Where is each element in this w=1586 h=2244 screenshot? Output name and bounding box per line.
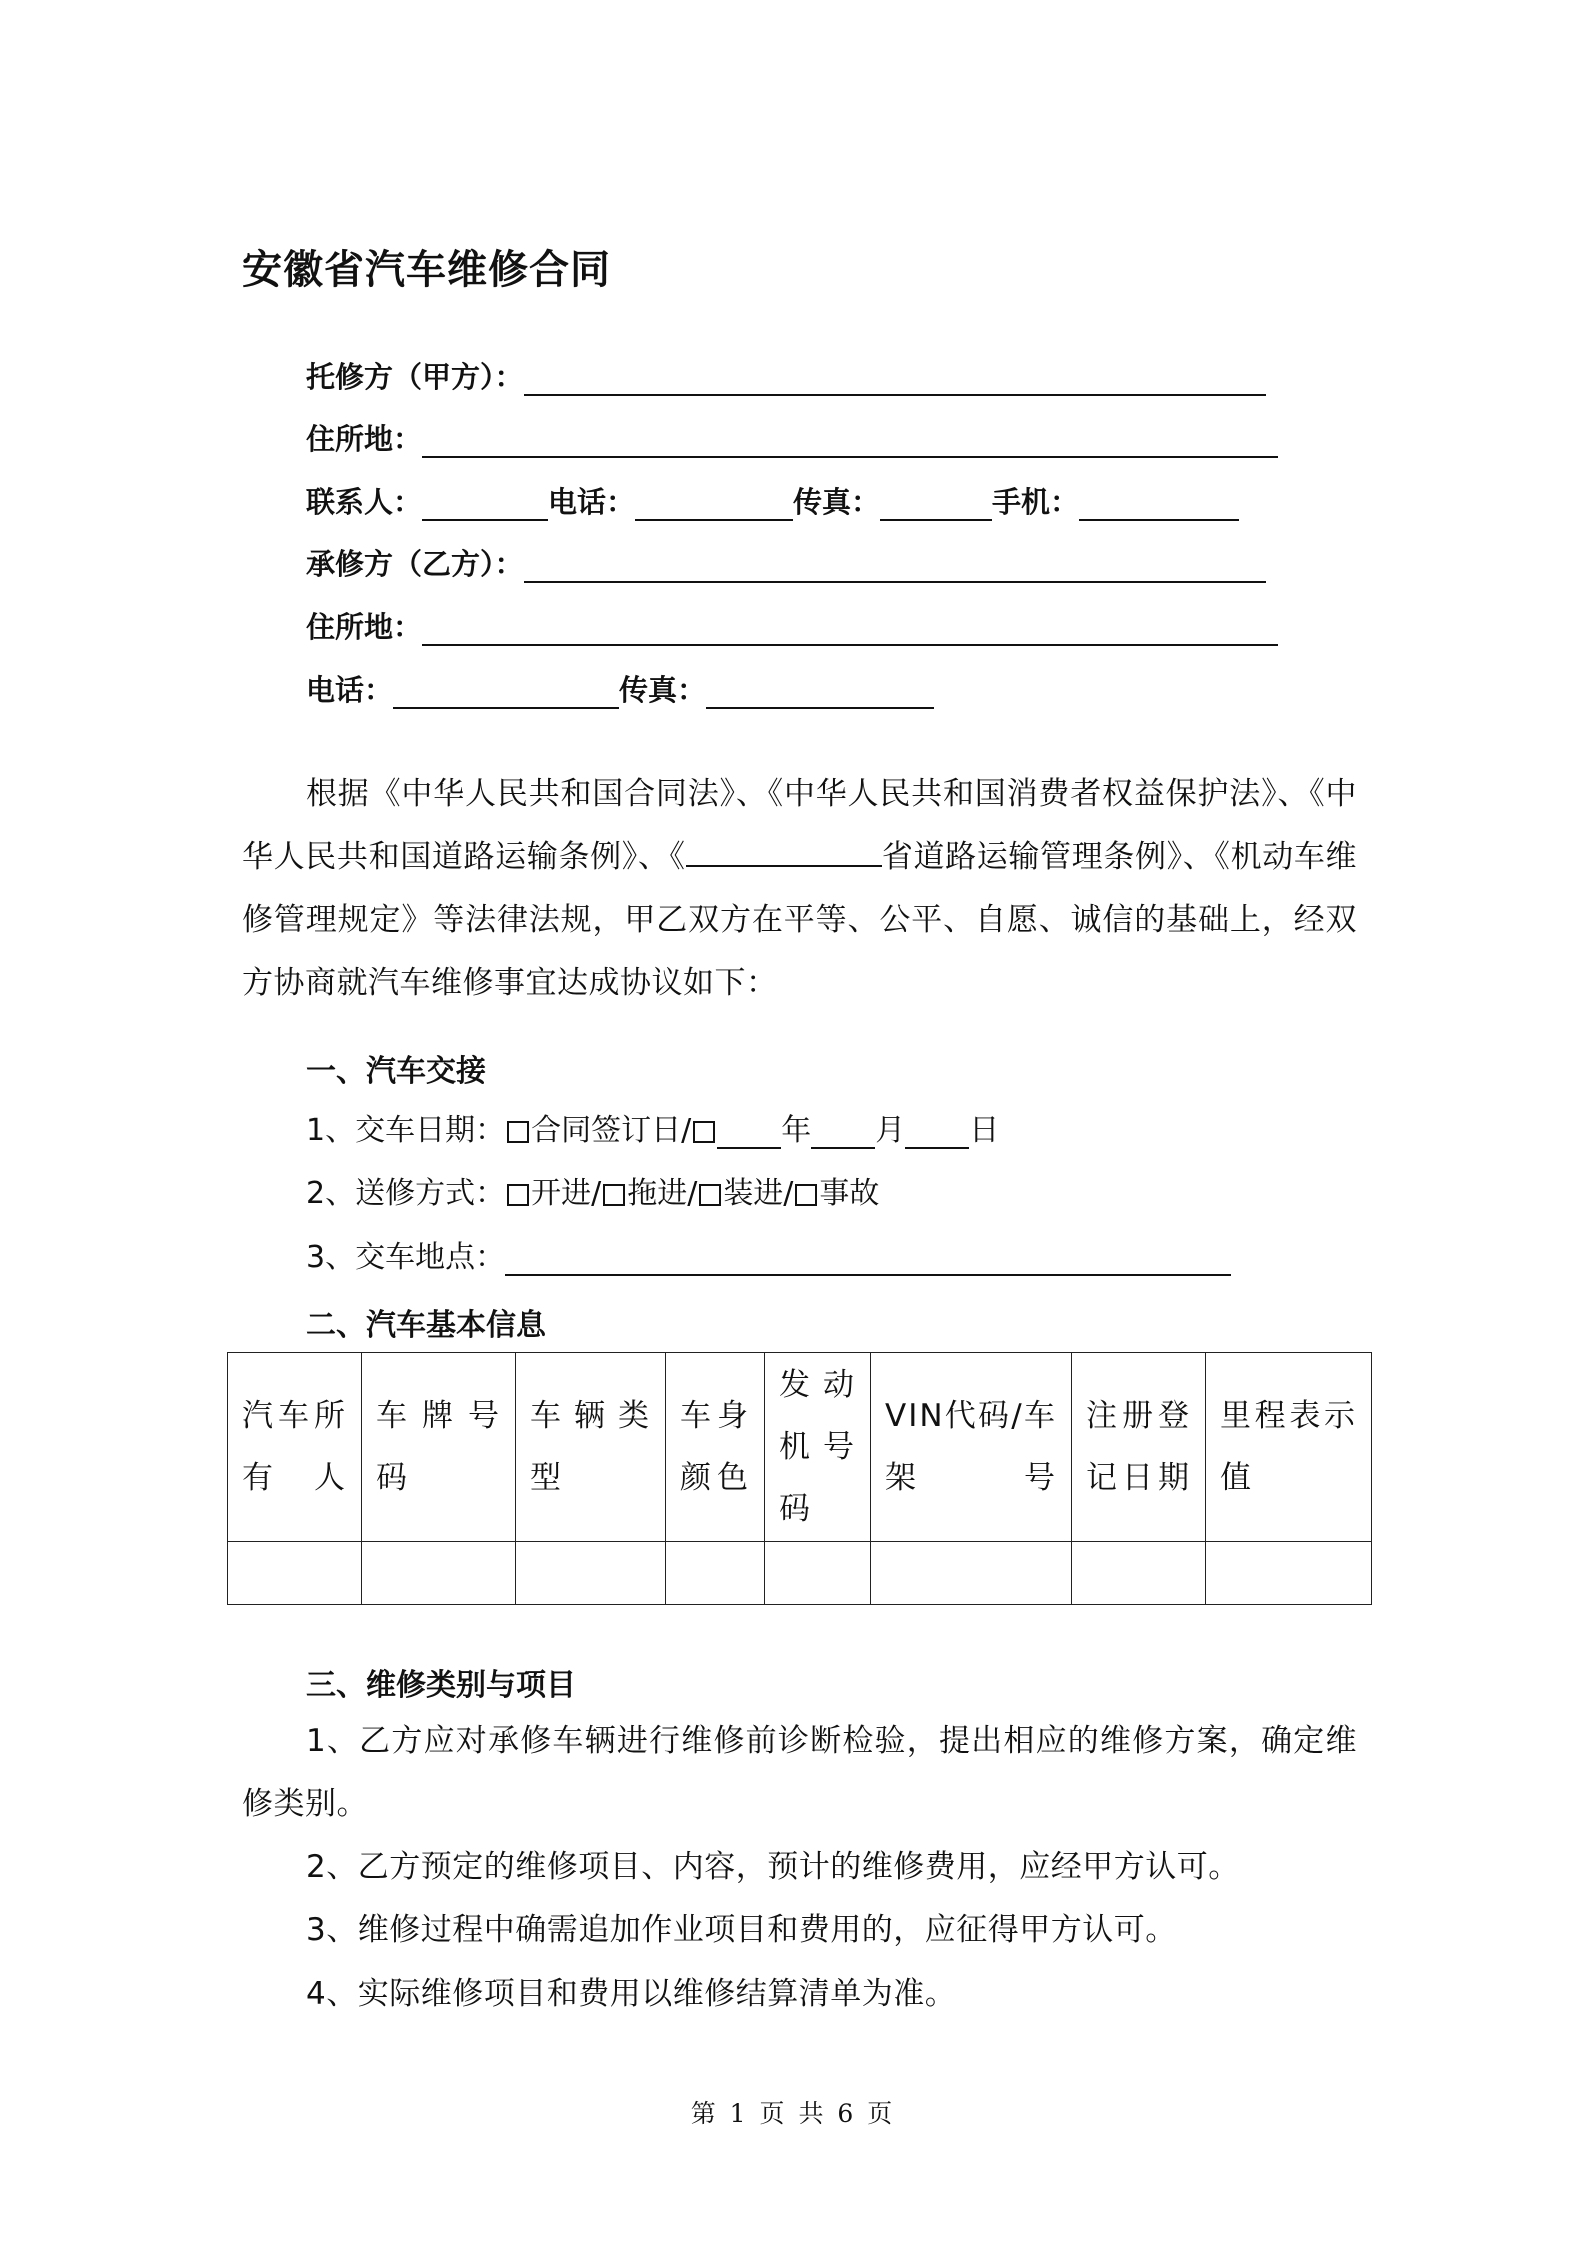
checkbox-accident[interactable] <box>795 1184 817 1206</box>
address-label: 住所地： <box>306 422 423 456</box>
table-cell[interactable] <box>362 1542 516 1605</box>
contact-row <box>306 477 1306 521</box>
delivery-date-row <box>306 1105 999 1149</box>
delivery-date-label: 1、交车日期： <box>306 1113 506 1148</box>
table-cell[interactable] <box>765 1542 871 1605</box>
section3-heading: 三、维修类别与项目 <box>306 1668 576 1703</box>
table-cell[interactable] <box>666 1542 765 1605</box>
column-header: 里程表示值 <box>1206 1353 1372 1542</box>
contact-label: 联系人： <box>306 485 423 519</box>
column-header: 车牌号码 <box>362 1353 516 1542</box>
contact-field[interactable] <box>422 485 548 521</box>
address-row <box>306 414 1306 458</box>
client-row <box>306 352 1306 396</box>
column-header: VIN代码/车架号 <box>871 1353 1072 1542</box>
mobile-label: 手机： <box>992 485 1080 519</box>
page-number: 第 1 页 共 6 页 <box>690 2099 896 2128</box>
table-row <box>228 1542 1372 1605</box>
phone-label: 电话： <box>548 485 636 519</box>
contractor-row <box>306 539 1306 583</box>
table-cell[interactable] <box>516 1542 666 1605</box>
day-label: 日 <box>969 1113 1000 1148</box>
day-field[interactable] <box>905 1113 969 1149</box>
address2-field[interactable] <box>422 610 1278 646</box>
preamble-part2: 省道路运输管理条例》、《机动车维修管理规定》等法律法规，甲乙双方在平等、公平、自愿、诚信的基础上，经双方协商就汽车维修事宜达成协议如下： <box>242 839 1358 1001</box>
document-title: 安徽省汽车维修合同 <box>242 247 611 293</box>
month-field[interactable] <box>811 1113 875 1149</box>
vehicle-info-table <box>227 1352 1372 1605</box>
delivery-place-field[interactable] <box>505 1240 1231 1276</box>
year-field[interactable] <box>717 1113 781 1149</box>
month-label: 月 <box>875 1113 906 1148</box>
table-cell[interactable] <box>1206 1542 1372 1605</box>
column-header: 注册登记日期 <box>1072 1353 1206 1542</box>
address2-row <box>306 602 1306 646</box>
section3-item-3: 3、维修过程中确需追加作业项目和费用的，应征得甲方认可。 <box>306 1912 1177 1948</box>
mode-option-tow-in: 拖进/ <box>627 1176 698 1211</box>
column-header: 汽车所有人 <box>228 1353 362 1542</box>
mode-option-accident: 事故 <box>819 1176 880 1211</box>
checkbox-tow-in[interactable] <box>603 1184 625 1206</box>
client-field[interactable] <box>524 360 1266 396</box>
mode-option-load-in: 装进/ <box>723 1176 794 1211</box>
mode-option-drive-in: 开进/ <box>531 1176 602 1211</box>
delivery-place-label: 3、交车地点： <box>306 1240 506 1275</box>
address-field[interactable] <box>422 422 1278 458</box>
fax2-label: 传真： <box>619 673 707 707</box>
section2-heading: 二、汽车基本信息 <box>306 1308 546 1343</box>
column-header: 车身颜色 <box>666 1353 765 1542</box>
checkbox-drive-in[interactable] <box>507 1184 529 1206</box>
phone-field[interactable] <box>635 485 793 521</box>
column-header: 车辆类型 <box>516 1353 666 1542</box>
phone2-row <box>306 665 1306 709</box>
table-cell[interactable] <box>228 1542 362 1605</box>
year-label: 年 <box>781 1113 812 1148</box>
table-cell[interactable] <box>1072 1542 1206 1605</box>
fax2-field[interactable] <box>706 673 934 709</box>
table-cell[interactable] <box>871 1542 1072 1605</box>
delivery-mode-row <box>306 1168 879 1212</box>
table-header-row <box>228 1353 1372 1542</box>
contractor-field[interactable] <box>524 547 1266 583</box>
mobile-field[interactable] <box>1079 485 1239 521</box>
column-header: 发动机号码 <box>765 1353 871 1542</box>
section3-item-1: 1、乙方应对承修车辆进行维修前诊断检验，提出相应的维修方案，确定维修类别。 <box>242 1723 1357 1822</box>
section3-item-4: 4、实际维修项目和费用以维修结算清单为准。 <box>306 1976 957 2012</box>
contract-date-option: 合同签订日/ <box>531 1113 692 1148</box>
fax-label: 传真： <box>793 485 881 519</box>
checkbox-load-in[interactable] <box>699 1184 721 1206</box>
client-label: 托修方（甲方）： <box>306 360 524 394</box>
fax-field[interactable] <box>880 485 992 521</box>
delivery-mode-label: 2、送修方式： <box>306 1176 506 1211</box>
preamble-paragraph <box>242 763 1357 1015</box>
checkbox-contract-date[interactable] <box>507 1121 529 1143</box>
phone2-label: 电话： <box>306 673 394 707</box>
checkbox-specific-date[interactable] <box>693 1121 715 1143</box>
address2-label: 住所地： <box>306 610 423 644</box>
contractor-label: 承修方（乙方）： <box>306 547 524 581</box>
section1-heading: 一、汽车交接 <box>306 1054 486 1089</box>
section3-item-2: 2、乙方预定的维修项目、内容，预计的维修费用，应经甲方认可。 <box>306 1849 1240 1885</box>
delivery-place-row <box>306 1232 1231 1276</box>
preamble-part1: 根据《中华人民共和国合同法》、《中华人民共和国消费者权益保护法》、《中华人民共和国道路运输条例》、《 <box>242 776 1357 875</box>
phone2-field[interactable] <box>393 673 619 709</box>
province-field[interactable] <box>686 831 882 867</box>
